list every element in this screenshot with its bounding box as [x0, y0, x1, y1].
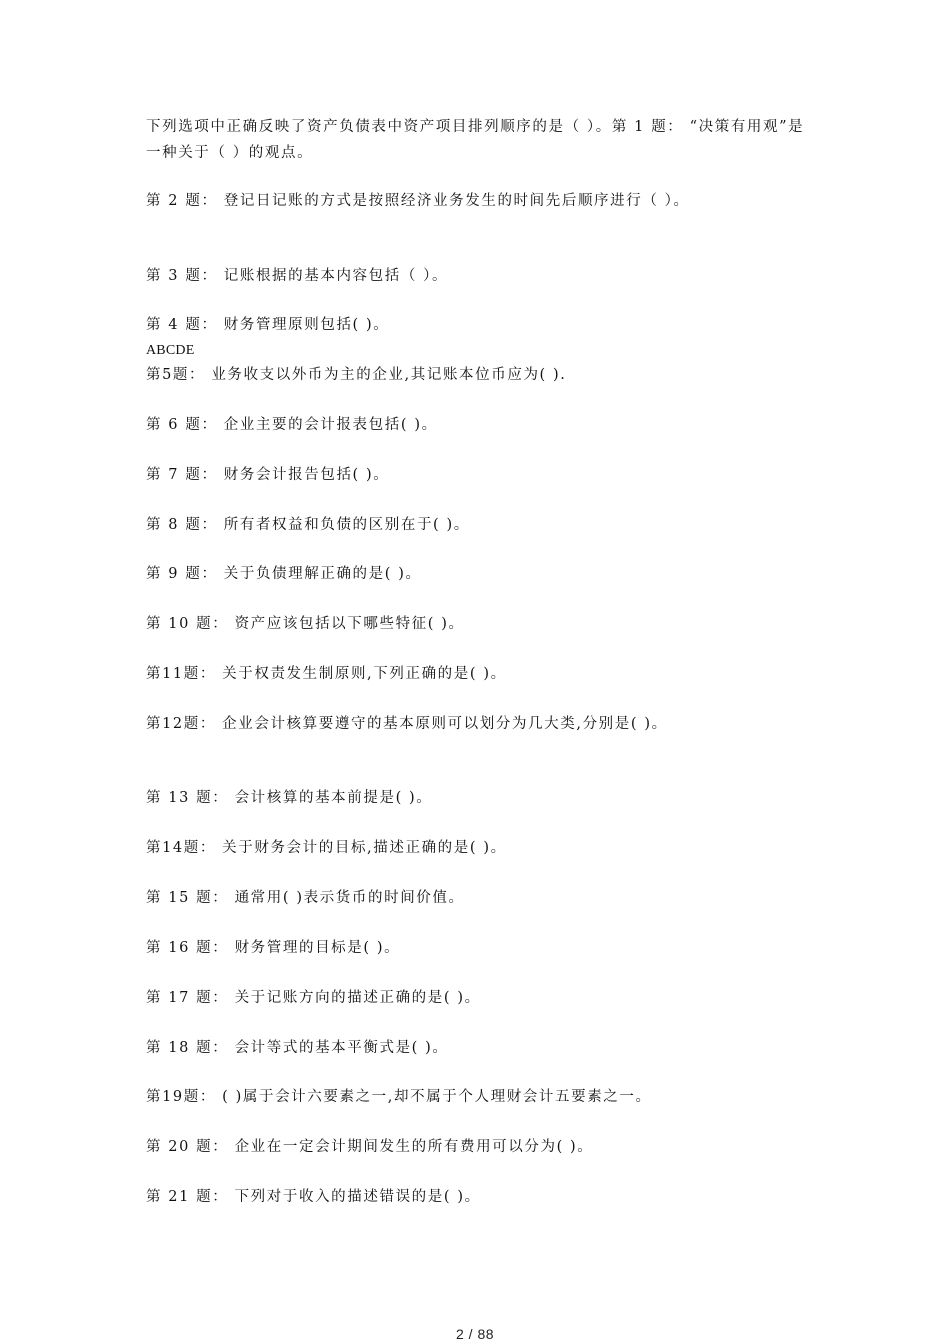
question-9: 第 9 题： 关于负债理解正确的是( )。 — [146, 566, 422, 582]
question-10: 第 10 题： 资产应该包括以下哪些特征( )。 — [146, 616, 465, 632]
question-5: 第5题： 业务收支以外币为主的企业,其记账本位币应为( ). — [146, 367, 567, 383]
question-15: 第 15 题： 通常用( )表示货币的时间价值。 — [146, 890, 465, 906]
answer-options: ABCDE — [146, 343, 195, 358]
question-16: 第 16 题： 财务管理的目标是( )。 — [146, 940, 401, 956]
question-6: 第 6 题： 企业主要的会计报表包括( )。 — [146, 417, 438, 433]
question-8: 第 8 题： 所有者权益和负债的区别在于( )。 — [146, 517, 470, 533]
question-3: 第 3 题： 记账根据的基本内容包括（ ）。 — [146, 268, 449, 284]
question-19: 第19题： ( )属于会计六要素之一,却不属于个人理财会计五要素之一。 — [146, 1089, 652, 1105]
question-2: 第 2 题： 登记日记账的方式是按照经济业务发生的时间先后顺序进行（ ）。 — [146, 193, 690, 209]
question-11: 第11题： 关于权责发生制原则,下列正确的是( )。 — [146, 666, 507, 682]
question-18: 第 18 题： 会计等式的基本平衡式是( )。 — [146, 1040, 449, 1056]
question-7: 第 7 题： 财务会计报告包括( )。 — [146, 467, 390, 483]
question-4: 第 4 题： 财务管理原则包括( )。 — [146, 317, 390, 333]
page-number: 2 / 88 — [455, 1326, 495, 1342]
question-14: 第14题： 关于财务会计的目标,描述正确的是( )。 — [146, 840, 507, 856]
question-13: 第 13 题： 会计核算的基本前提是( )。 — [146, 790, 433, 806]
question-12: 第12题： 企业会计核算要遵守的基本原则可以划分为几大类,分别是( )。 — [146, 716, 668, 732]
question-20: 第 20 题： 企业在一定会计期间发生的所有费用可以分为( )。 — [146, 1139, 594, 1155]
question-21: 第 21 题： 下列对于收入的描述错误的是( )。 — [146, 1189, 481, 1205]
question-17: 第 17 题： 关于记账方向的描述正确的是( )。 — [146, 990, 481, 1006]
intro-question: 下列选项中正确反映了资产负债表中资产项目排列顺序的是（ ）。第 1 题： “决策有用观”是一种关于（ ）的观点。 — [146, 119, 805, 161]
